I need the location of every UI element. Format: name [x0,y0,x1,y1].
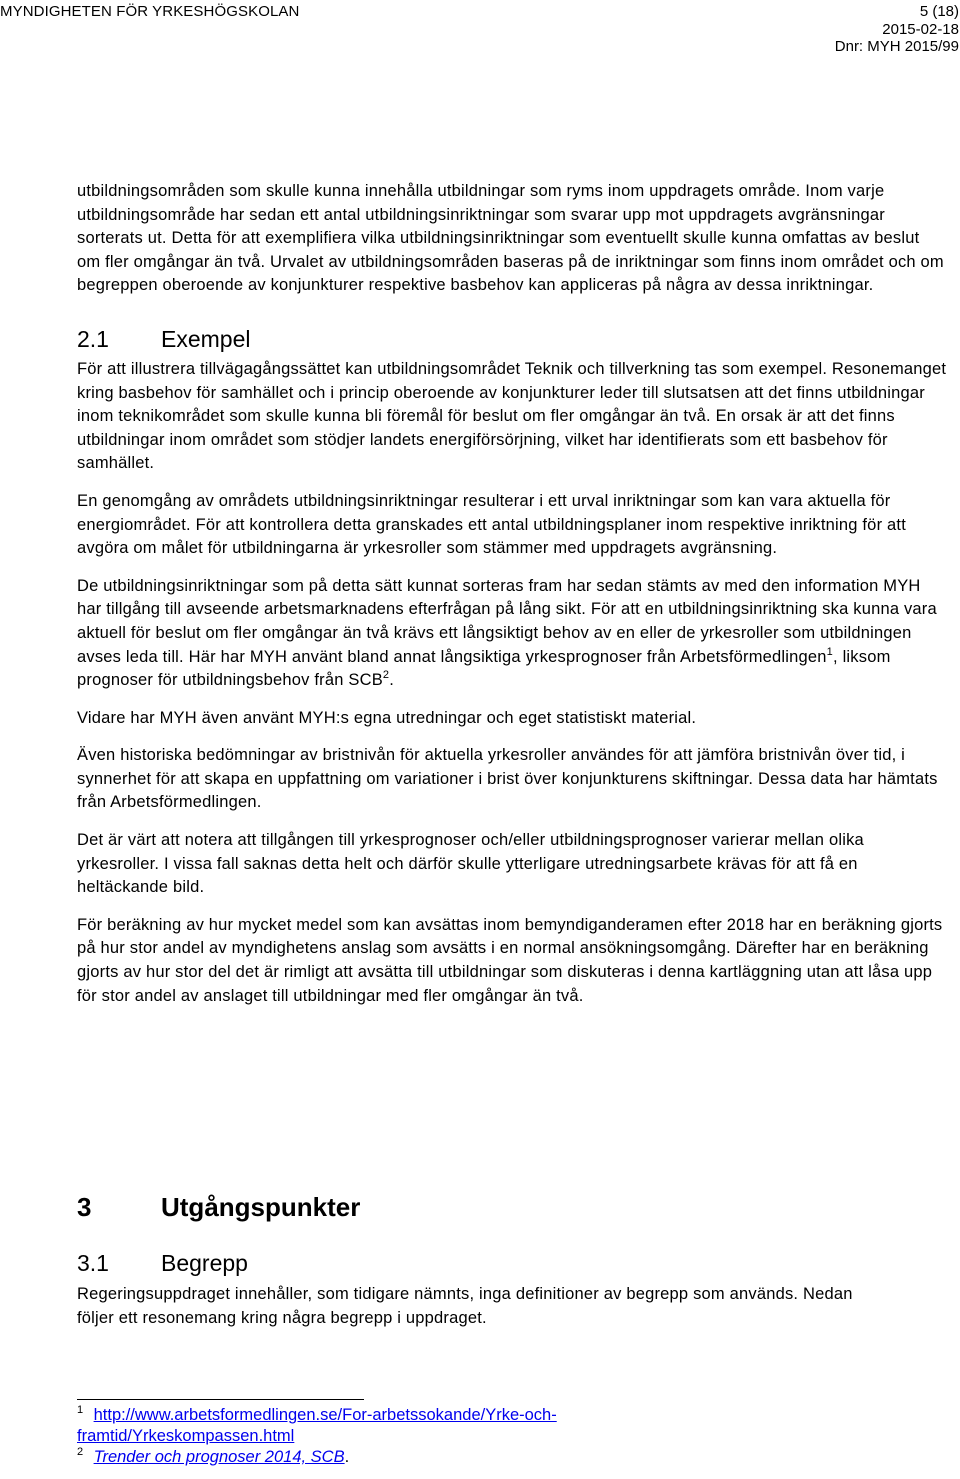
section-title: Begrepp [161,1250,248,1276]
footnote-1: 1 http://www.arbetsformedlingen.se/For-arbetssokande/Yrke-och- framtid/Yrkeskompassen.html [77,1404,557,1445]
section-title: Exempel [161,325,251,352]
section-2-1-heading [77,324,947,354]
main-content [77,180,947,1008]
section-3-heading [77,1190,360,1224]
paragraph: Även historiska bedömningar av bristnivån för aktuella yrkesroller användes för att jämföra bristnivån över tid, i synnerhet för att skapa en uppfattning om variationer i brist över konjunkturens skiftningar. Dessa data har hämtats från Arbetsförmedlingen. [77,746,938,812]
header-organization: MYNDIGHETEN FÖR YRKESHÖGSKOLAN [0,3,300,20]
paragraph: Regeringsuppdraget innehåller, som tidigare nämnts, inga definitioner av begrepp som används. Nedan följer ett resonemang kring några begrepp i uppdraget. [77,1285,853,1327]
paragraph-with-footnotes: De utbildningsinriktningar som på detta sätt kunnat sorteras fram har sedan stämts av med den information MYH har tillgång till avseende arbetsmarknadens efterfrågan på lång sikt. För att en utbildningsinriktning ska kunna vara aktuell för beslut om fler omgångar än två krävs ett långsiktigt behov av en eller de yrkesroller som utbildningen avses leda till. Här har MYH använt bland annat långsiktiga yrkesprognoser från Arbetsförmedlingen$^1$, liksom prognoser för utbildningsbehov från SCB$^2$. [77,576,937,690]
document-date: 2015-02-18 [882,20,959,38]
paragraph: För beräkning av hur mycket medel som kan avsättas inom bemyndiganderamen efter 2018 har en beräkning gjorts på hur stor andel av myndighetens anslag som avsätts i en normal ansökningsomgång. Därefter har en beräkning gjorts av hur stor del det är rimligt att avsätta till utbildningar som diskuteras i denna kartläggning utan att låsa upp för stor andel av anslaget till utbildningar med fler omgångar än två. [77,915,943,1005]
paragraph: Vidare har MYH även använt MYH:s egna utredningar och eget statistiskt material. [77,708,697,727]
footnotes [77,1405,777,1468]
footnote-divider [77,1399,364,1400]
section-title: Utgångspunkter [161,1192,361,1222]
footnote-2-link[interactable]: Trender och prognoser 2014, SCB [93,1448,345,1466]
section-number: 2.1 [77,325,109,352]
document-reference: Dnr: MYH 2015/99 [834,38,959,55]
section-3-1-heading [77,1248,248,1278]
section-number: 3 [77,1192,92,1222]
paragraph: För att illustrera tillvägagångssättet kan utbildningsområdet Teknik och tillverkning tas som exempel. Resonemanget kring basbehov för samhället och i princip oberoende av konjunkturer leder till slutsatsen att det finns utbildningar inom teknikområdet som skulle kunna bli föremål för beslut om fler omgångar än två. En orsak är att det finns utbildningar inom området som stödjer landets energiförsörjning, vilket har identifierats som ett basbehov för samhället. [77,359,947,473]
footnote-ref-1[interactable]: 1 [826,645,833,658]
footnote-ref-2[interactable]: 2 [382,669,390,682]
section-number: 3.1 [77,1250,109,1276]
footnote-2: 2 Trender och prognoser 2014, SCB. [77,1446,350,1466]
paragraph: Det är värt att notera att tillgången till yrkesprognoser och/eller utbildningsprognoser varierar mellan olika yrkesroller. I vissa fall saknas detta helt och därför skulle ytterligare utredningsarbete krävas för att få en heltäckande bild. [77,831,864,897]
footnote-1-link[interactable]: http://www.arbetsformedlingen.se/For-arbetssokande/Yrke-och- [93,1406,557,1424]
footnote-1-link-cont[interactable]: framtid/Yrkeskompassen.html [77,1427,295,1445]
header-meta [835,3,959,56]
intro-paragraph: utbildningsområden som skulle kunna innehålla utbildningar som ryms inom uppdragets område. Inom varje utbildningsområde har sedan ett antal utbildningsinriktningar som svarar upp mot uppdragets avgränsningar sorterats ut. Detta för att exemplifiera vilka utbildningsinriktningar som eventuellt skulle kunna omfattas av beslut om fler omgångar än två. Urvalet av utbildningsområden baseras på de inriktningar som finns inom området och om begreppen oberoende av konjunkturer respektive basbehov kan appliceras på några av dessa inriktningar. [77,182,944,295]
paragraph: En genomgång av områdets utbildningsinriktningar resulterar i ett urval inriktningar som kan vara aktuella för energiområdet. För att kontrollera detta granskades ett antal utbildningsplaner inom respektive inriktning för att avgöra om målet för utbildningarna är yrkesroller som stämmer med uppdragets avgränsning. [77,491,906,558]
page-number: 5 (18) [919,3,959,20]
